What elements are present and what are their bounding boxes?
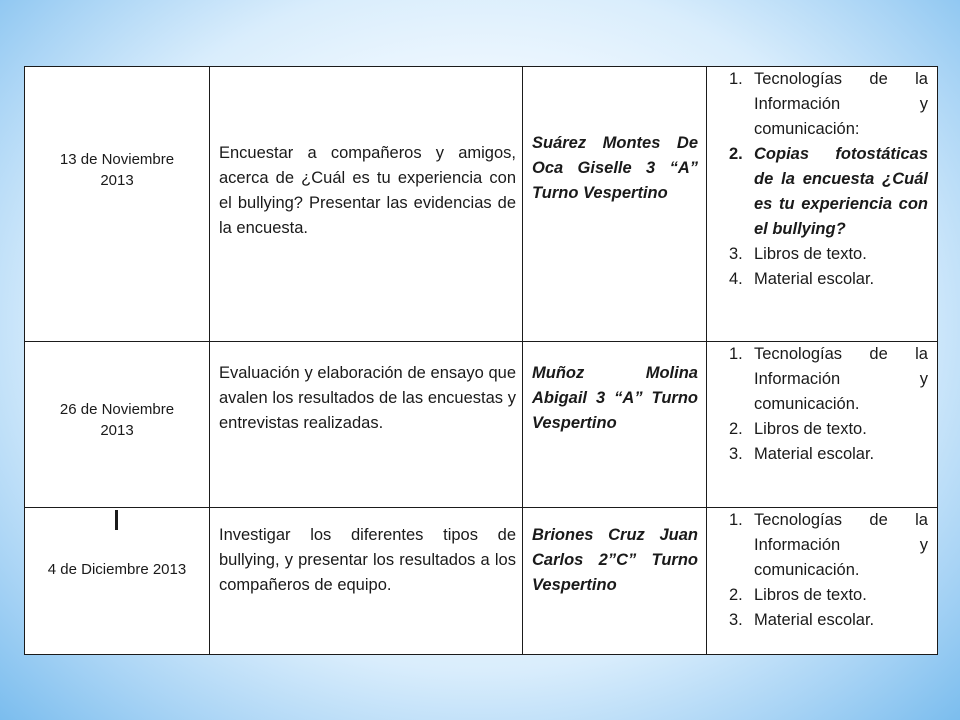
- table-row: [25, 508, 938, 655]
- list-number: 2.: [729, 420, 743, 438]
- date-text: [25, 559, 209, 580]
- document-sheet: [24, 66, 937, 654]
- list-item: [707, 142, 937, 242]
- date-line: 2013: [100, 172, 134, 189]
- activity-text: Encuestar a compañeros y amigos, acerca de ¿Cuál es tu experiencia con el bullying? Presentar las evidencias de la encuesta.: [219, 144, 516, 237]
- list-text: Copias fotostáticas de la encuesta ¿Cuál es tu experiencia con el bullying?: [754, 145, 928, 238]
- list-number: 3.: [729, 245, 743, 263]
- table-row: [25, 342, 938, 508]
- activity-cell: [210, 508, 523, 655]
- activity-schedule-table: [24, 66, 938, 655]
- text-cursor-mark: [115, 510, 118, 530]
- list-item: [707, 67, 937, 142]
- resources-list: [707, 67, 937, 292]
- list-text: Libros de texto.: [754, 420, 867, 438]
- responsible-text: Muñoz Molina Abigail 3 “A” Turno Vespertino: [532, 364, 698, 432]
- date-cell: [25, 342, 210, 508]
- list-number: 2.: [729, 145, 743, 163]
- activity-cell: [210, 342, 523, 508]
- list-item: [707, 583, 937, 608]
- list-item: [707, 267, 937, 292]
- responsible-cell: [523, 342, 707, 508]
- list-text: Tecnologías de la Información y comunicación.: [754, 511, 928, 579]
- list-text: Libros de texto.: [754, 586, 867, 604]
- list-item: [707, 242, 937, 267]
- list-number: 1.: [729, 345, 743, 363]
- list-text: Tecnologías de la Información y comunicación.: [754, 345, 928, 413]
- resources-list: [707, 342, 937, 467]
- list-text: Material escolar.: [754, 270, 875, 288]
- list-text: Material escolar.: [754, 445, 875, 463]
- list-text: Tecnologías de la Información y comunicación:: [754, 70, 928, 138]
- resources-cell: [707, 67, 938, 342]
- activity-text: Investigar los diferentes tipos de bullying, y presentar los resultados a los compañeros de equipo.: [219, 525, 516, 594]
- list-number: 1.: [729, 511, 743, 529]
- responsible-text: Briones Cruz Juan Carlos 2”C” Turno Vespertino: [532, 525, 698, 594]
- list-item: [707, 342, 937, 417]
- date-line: 13 de Noviembre: [59, 151, 175, 168]
- list-number: 1.: [729, 70, 743, 88]
- date-line: 2013: [100, 421, 134, 439]
- responsible-text: Suárez Montes De Oca Giselle 3 “A” Turno Vespertino: [532, 133, 698, 202]
- list-text: Material escolar.: [754, 611, 875, 629]
- resources-list: [707, 508, 937, 633]
- resources-cell: [707, 342, 938, 508]
- list-number: 3.: [729, 611, 743, 629]
- resources-cell: [707, 508, 938, 655]
- date-line: 26 de Noviembre: [59, 400, 175, 418]
- date-text: [25, 399, 209, 441]
- activity-text: Evaluación y elaboración de ensayo que avalen los resultados de las encuestas y entrevistas realizadas.: [219, 364, 516, 432]
- list-number: 2.: [729, 586, 743, 604]
- activity-cell: [210, 67, 523, 342]
- date-cell: [25, 67, 210, 342]
- table-row: [25, 67, 938, 342]
- list-number: 3.: [729, 445, 743, 463]
- list-item: [707, 508, 937, 583]
- responsible-cell: [523, 67, 707, 342]
- list-item: [707, 608, 937, 633]
- list-text: Libros de texto.: [754, 245, 867, 263]
- date-text: [25, 149, 209, 191]
- list-item: [707, 417, 937, 442]
- date-line: 4 de Diciembre 2013: [47, 561, 187, 578]
- list-number: 4.: [729, 270, 743, 288]
- responsible-cell: [523, 508, 707, 655]
- list-item: [707, 442, 937, 467]
